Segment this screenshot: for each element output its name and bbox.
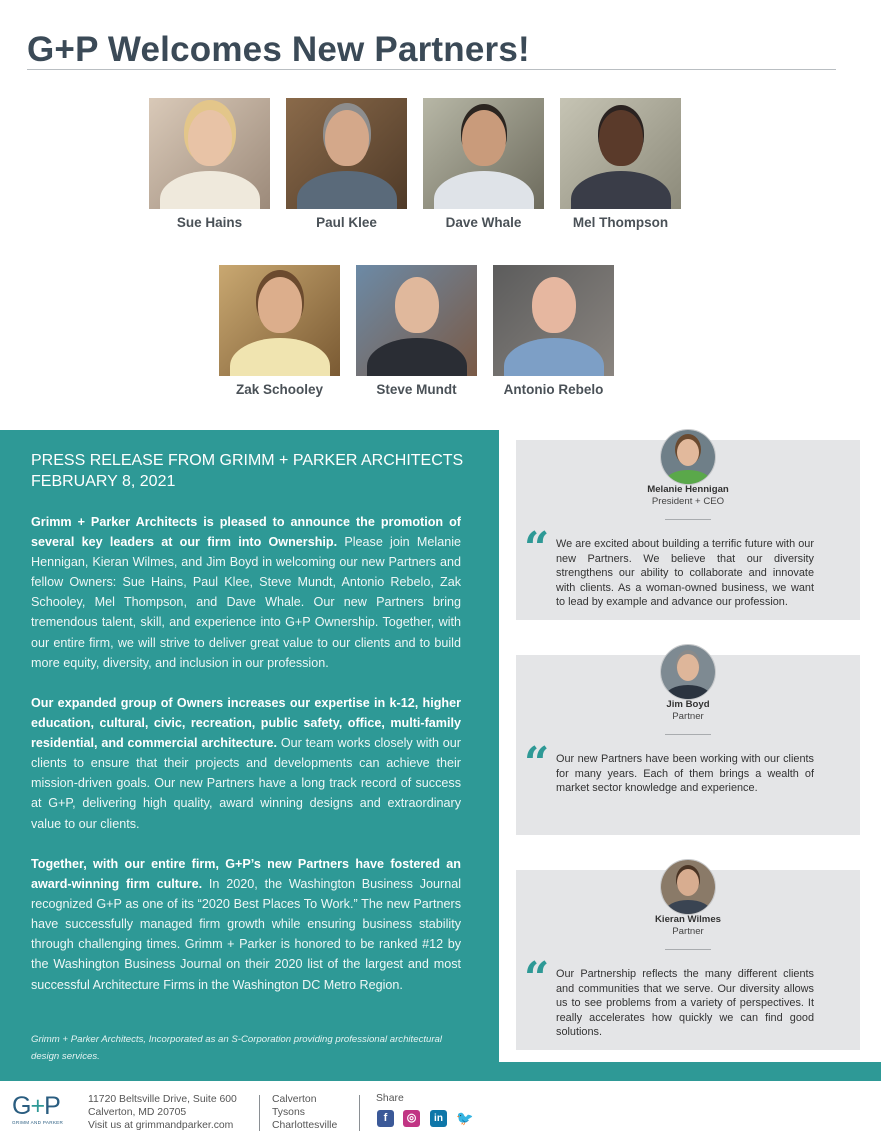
logo-p: P [44, 1092, 60, 1120]
address-city: Calverton, MD 20705 [88, 1107, 187, 1119]
paragraph-lead: Our expanded group of Owners increases our expertise in k-12, higher education, cultural, civic, recreation, public safety, office, multi-family residential, and commercial architecture. [31, 696, 461, 751]
partner-name: Paul Klee [316, 215, 377, 230]
partner-card-mel-thompson [560, 98, 681, 230]
footer-divider [259, 1095, 260, 1131]
quote-card-kieran-wilmes [516, 870, 860, 1050]
quote-author-name: Jim Boyd [666, 699, 710, 710]
share-label: Share [376, 1093, 404, 1104]
facebook-icon[interactable]: f [377, 1110, 394, 1127]
partner-card-antonio-rebelo [493, 265, 614, 397]
quote-divider [665, 519, 711, 520]
twitter-icon[interactable]: 🐦 [456, 1110, 474, 1126]
title-divider [27, 69, 836, 70]
partner-photo [219, 265, 340, 376]
avatar [660, 644, 716, 700]
quote-divider [665, 734, 711, 735]
partner-card-dave-whale [423, 98, 544, 230]
partner-name: Sue Hains [176, 215, 243, 230]
partner-card-paul-klee [286, 98, 407, 230]
instagram-icon[interactable]: ◎ [403, 1110, 420, 1127]
partner-name: Dave Whale [445, 215, 522, 230]
partner-name: Mel Thompson [572, 215, 669, 230]
quote-card-melanie-hennigan [516, 440, 860, 620]
quote-text: Our new Partners have been working with our clients for many years. Each of them brings a wealth of market sector knowledge and experience. [556, 753, 814, 795]
partner-photo [149, 98, 270, 209]
logo-mark [12, 1094, 72, 1118]
legal-footnote: Grimm + Parker Architects, Incorporated as an S-Corporation providing professional architectural design services. [31, 1034, 443, 1062]
logo-g: G [12, 1092, 31, 1120]
avatar [660, 859, 716, 915]
quote-author-name: Melanie Hennigan [647, 484, 729, 495]
footer-divider [359, 1095, 360, 1131]
logo-wordmark: GRIMM AND PARKER [12, 1120, 64, 1125]
quote-text: Our Partnership reflects the many different clients and communities that we serve. Our diversity allows us to see problems from a variety of perspectives. It really accelerates how quickly we can find good solutions. [556, 968, 814, 1039]
office-city: Charlottesville [272, 1120, 338, 1132]
office-city: Tysons [272, 1107, 305, 1119]
quote-card-jim-boyd [516, 655, 860, 835]
paragraph-lead: Together, with our entire firm, G+P’s new Partners have fostered an award-winning firm culture. [31, 857, 461, 892]
press-paragraph-2 [31, 693, 461, 834]
office-city: Calverton [272, 1094, 317, 1105]
partner-photo [286, 98, 407, 209]
partner-name: Steve Mundt [376, 382, 457, 397]
quote-text: We are excited about building a terrific future with our new Partners. We believe that our diversity strengthens our ability to collaborate and innovate with clients. As a woman-owned business, we want to lead by example and advance our profession. [556, 538, 814, 609]
partner-card-sue-hains [149, 98, 270, 230]
paragraph-body: Our team works closely with our clients to ensure that their projects and developments can achieve their mission-driven goals. Our new Partners have a long track record of success at G+P, delivering high quality, award winning designs and extraordinary value to our clients. [31, 736, 461, 831]
paragraph-body: In 2020, the Washington Business Journal recognized G+P as one of its “2020 Best Places To Work.” The new Partners have successfully managed firm growth while ensuring business stability through challenging times. Grimm + Parker is honored to be ranked #12 by the Washington Business Journal on their 2020 list of the largest and most successful Architecture Firms in the Washington DC Metro Region. [31, 877, 462, 992]
quote-mark-icon: “ [524, 738, 550, 789]
address-street: 11720 Beltsville Drive, Suite 600 [88, 1094, 237, 1105]
press-release-heading: PRESS RELEASE FROM GRIMM + PARKER ARCHITECTS [31, 452, 464, 469]
footer-address [88, 1093, 237, 1133]
quote-author-role: President + CEO [651, 496, 725, 507]
linkedin-icon[interactable]: in [430, 1110, 447, 1127]
paragraph-body: Please join Melanie Hennigan, Kieran Wilmes, and Jim Boyd in welcoming our new Partners and fellow Owners: Sue Hains, Paul Klee, Steve Mundt, Antonio Rebelo, Zak Schooley, Mel Thompson, and Dave Whale. Our new Partners bring tremendous talent, skill, and experience into G+P Ownership. Together, with our entire firm, we will strive to deliver great value to our clients and to build more equity, diversity, and inclusion in our profession. [31, 535, 461, 670]
partner-photo [356, 265, 477, 376]
quote-mark-icon: “ [524, 523, 550, 574]
partner-name: Antonio Rebelo [503, 382, 604, 397]
press-paragraph-3 [31, 854, 461, 995]
quote-mark-icon: “ [524, 953, 550, 1004]
press-paragraph-1 [31, 512, 461, 673]
partner-card-steve-mundt [356, 265, 477, 397]
partner-photo [423, 98, 544, 209]
paragraph-lead: Grimm + Parker Architects is pleased to announce the promotion of several key leaders at our firm into Ownership. [31, 515, 461, 550]
logo-plus: + [30, 1092, 45, 1120]
website-link[interactable]: Visit us at grimmandparker.com [88, 1120, 234, 1132]
partner-card-zak-schooley [219, 265, 340, 397]
quote-divider [665, 949, 711, 950]
office-locations [272, 1093, 337, 1133]
partner-photo [493, 265, 614, 376]
partner-name: Zak Schooley [235, 382, 324, 397]
quote-author-role: Partner [672, 926, 704, 937]
quote-author-role: Partner [672, 711, 704, 722]
quote-author-name: Kieran Wilmes [654, 914, 722, 925]
grimm-parker-logo [12, 1094, 72, 1128]
press-release-date: FEBRUARY 8, 2021 [31, 473, 176, 490]
partner-photo [560, 98, 681, 209]
press-release-title [31, 450, 471, 492]
page-title: G+P Welcomes New Partners! [27, 30, 530, 69]
avatar [660, 429, 716, 485]
